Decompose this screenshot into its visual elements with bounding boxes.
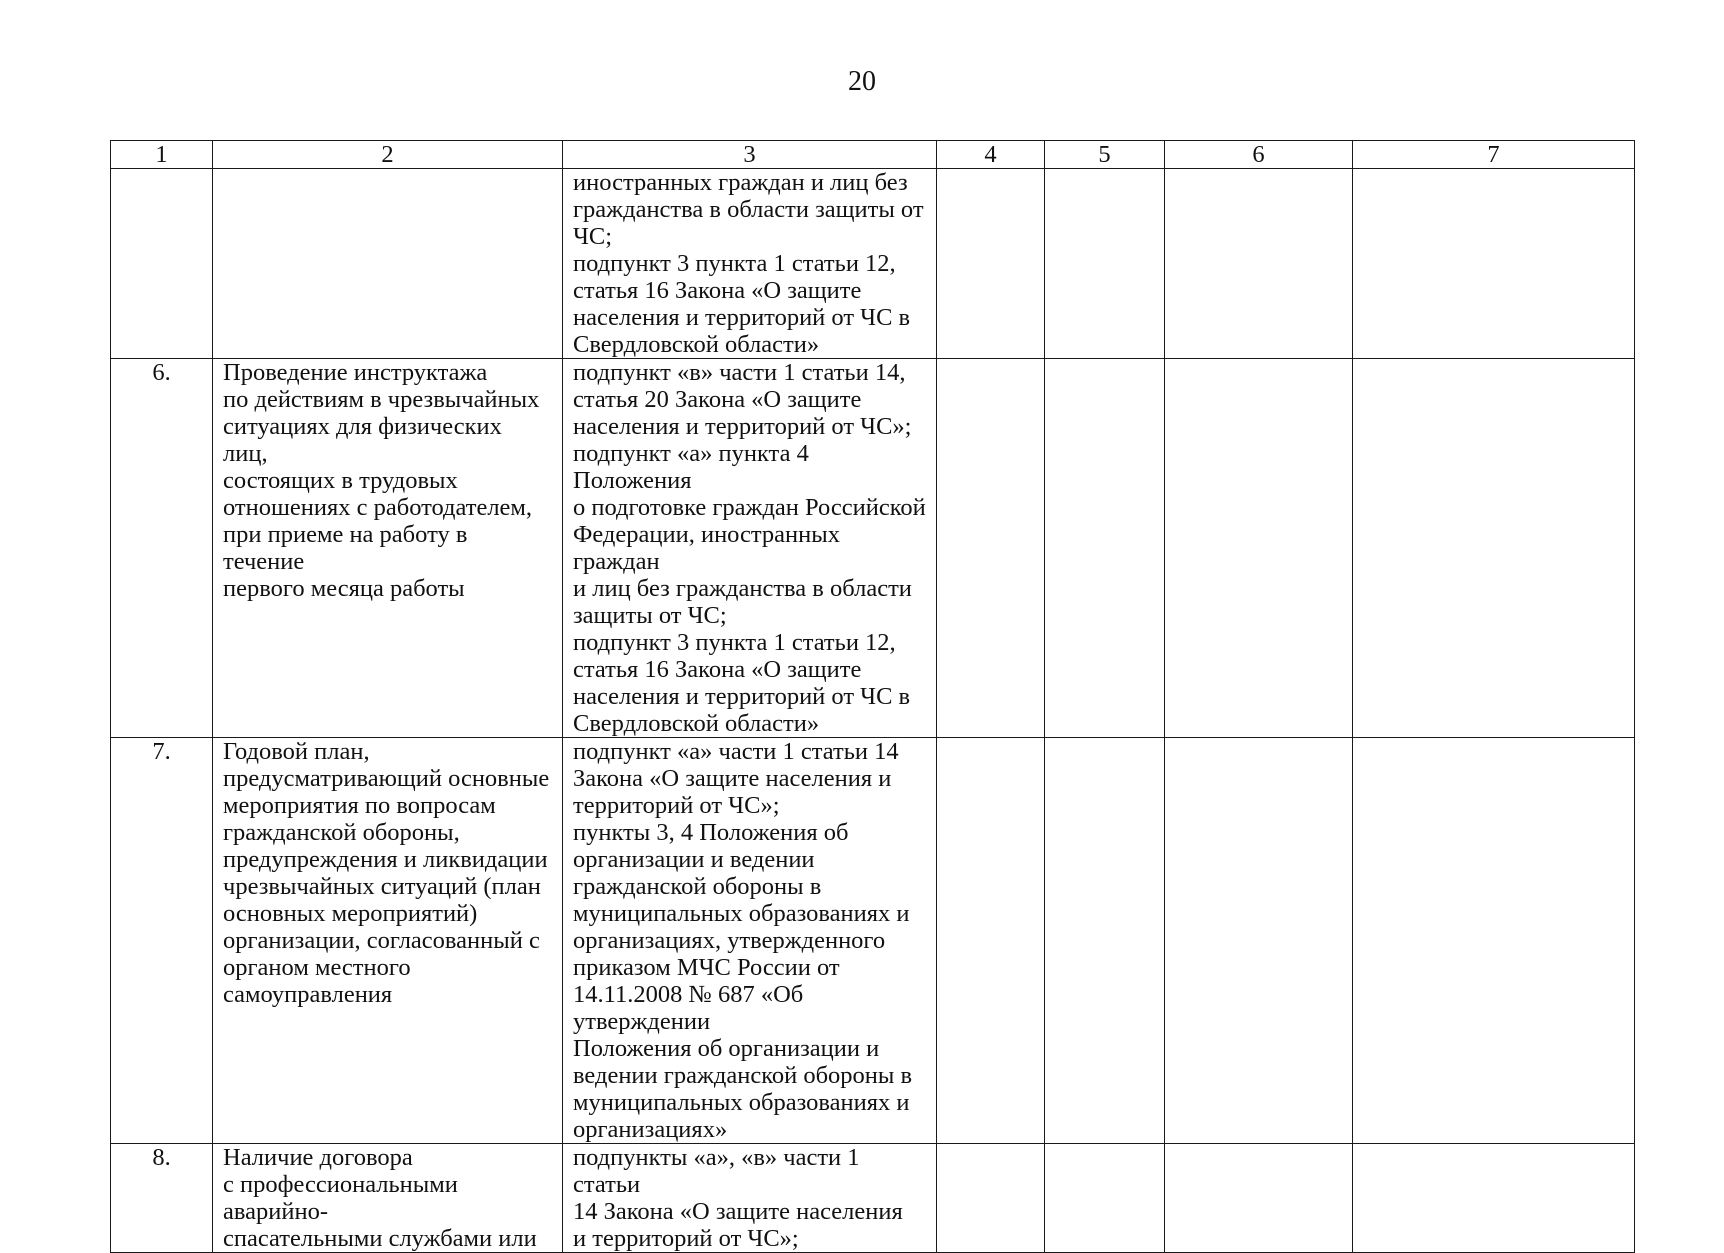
- cell-col-5: [1045, 1144, 1165, 1253]
- cell-col-6: [1165, 1144, 1353, 1253]
- legal-reference: подпункт «а» части 1 статьи 14 Закона «О защите населения и территорий от ЧС»; пункты 3, 4 Положения об организации и ведении гражданской обороны в муниципальных образованиях и организациях, утвержденного приказом МЧС России от 14.11.2008 № 687 «Об утверждении Положения об организации и ведении гражданской обороны в муниципальных образованиях и организациях»: [563, 738, 937, 1144]
- page-number: 20: [848, 66, 876, 97]
- cell-col-4: [937, 359, 1045, 738]
- requirement-description: [213, 169, 563, 359]
- cell-col-7: [1353, 738, 1635, 1144]
- table-row: [111, 1144, 1635, 1253]
- requirement-description: Годовой план, предусматривающий основные мероприятия по вопросам гражданской обороны, предупреждения и ликвидации чрезвычайных ситуаций (план основных мероприятий) организации, согласованный с органом местного самоуправления: [213, 738, 563, 1144]
- cell-col-7: [1353, 169, 1635, 359]
- column-header-5: 5: [1045, 141, 1165, 169]
- cell-col-6: [1165, 359, 1353, 738]
- column-header-3: 3: [563, 141, 937, 169]
- table-row: [111, 169, 1635, 359]
- row-number: [111, 169, 213, 359]
- column-header-2: 2: [213, 141, 563, 169]
- table-row: [111, 738, 1635, 1144]
- cell-col-5: [1045, 169, 1165, 359]
- table-row: [111, 359, 1635, 738]
- row-number: 7.: [111, 738, 213, 1144]
- cell-col-4: [937, 738, 1045, 1144]
- cell-col-6: [1165, 169, 1353, 359]
- requirement-description: Проведение инструктажа по действиям в чрезвычайных ситуациях для физических лиц, состоящих в трудовых отношениях с работодателем, при приеме на работу в течение первого месяца работы: [213, 359, 563, 738]
- requirements-table: [110, 140, 1635, 1253]
- row-number: 6.: [111, 359, 213, 738]
- legal-reference: иностранных граждан и лиц без гражданства в области защиты от ЧС; подпункт 3 пункта 1 статьи 12, статья 16 Закона «О защите населения и территорий от ЧС в Свердловской области»: [563, 169, 937, 359]
- requirement-description: Наличие договора с профессиональными аварийно- спасательными службами или: [213, 1144, 563, 1253]
- cell-col-7: [1353, 1144, 1635, 1253]
- column-header-6: 6: [1165, 141, 1353, 169]
- column-header-4: 4: [937, 141, 1045, 169]
- cell-col-5: [1045, 738, 1165, 1144]
- column-header-7: 7: [1353, 141, 1635, 169]
- cell-col-6: [1165, 738, 1353, 1144]
- column-header-1: 1: [111, 141, 213, 169]
- header-row: [111, 141, 1635, 169]
- legal-reference: подпункты «а», «в» части 1 статьи 14 Закона «О защите населения и территорий от ЧС»;: [563, 1144, 937, 1253]
- cell-col-4: [937, 169, 1045, 359]
- cell-col-4: [937, 1144, 1045, 1253]
- legal-reference: подпункт «в» части 1 статьи 14, статья 20 Закона «О защите населения и территорий от ЧС»; подпункт «а» пункта 4 Положения о подготовке граждан Российской Федерации, иностранных граждан и лиц без гражданства в области защиты от ЧС; подпункт 3 пункта 1 статьи 12, статья 16 Закона «О защите населения и территорий от ЧС в Свердловской области»: [563, 359, 937, 738]
- cell-col-5: [1045, 359, 1165, 738]
- row-number: 8.: [111, 1144, 213, 1253]
- cell-col-7: [1353, 359, 1635, 738]
